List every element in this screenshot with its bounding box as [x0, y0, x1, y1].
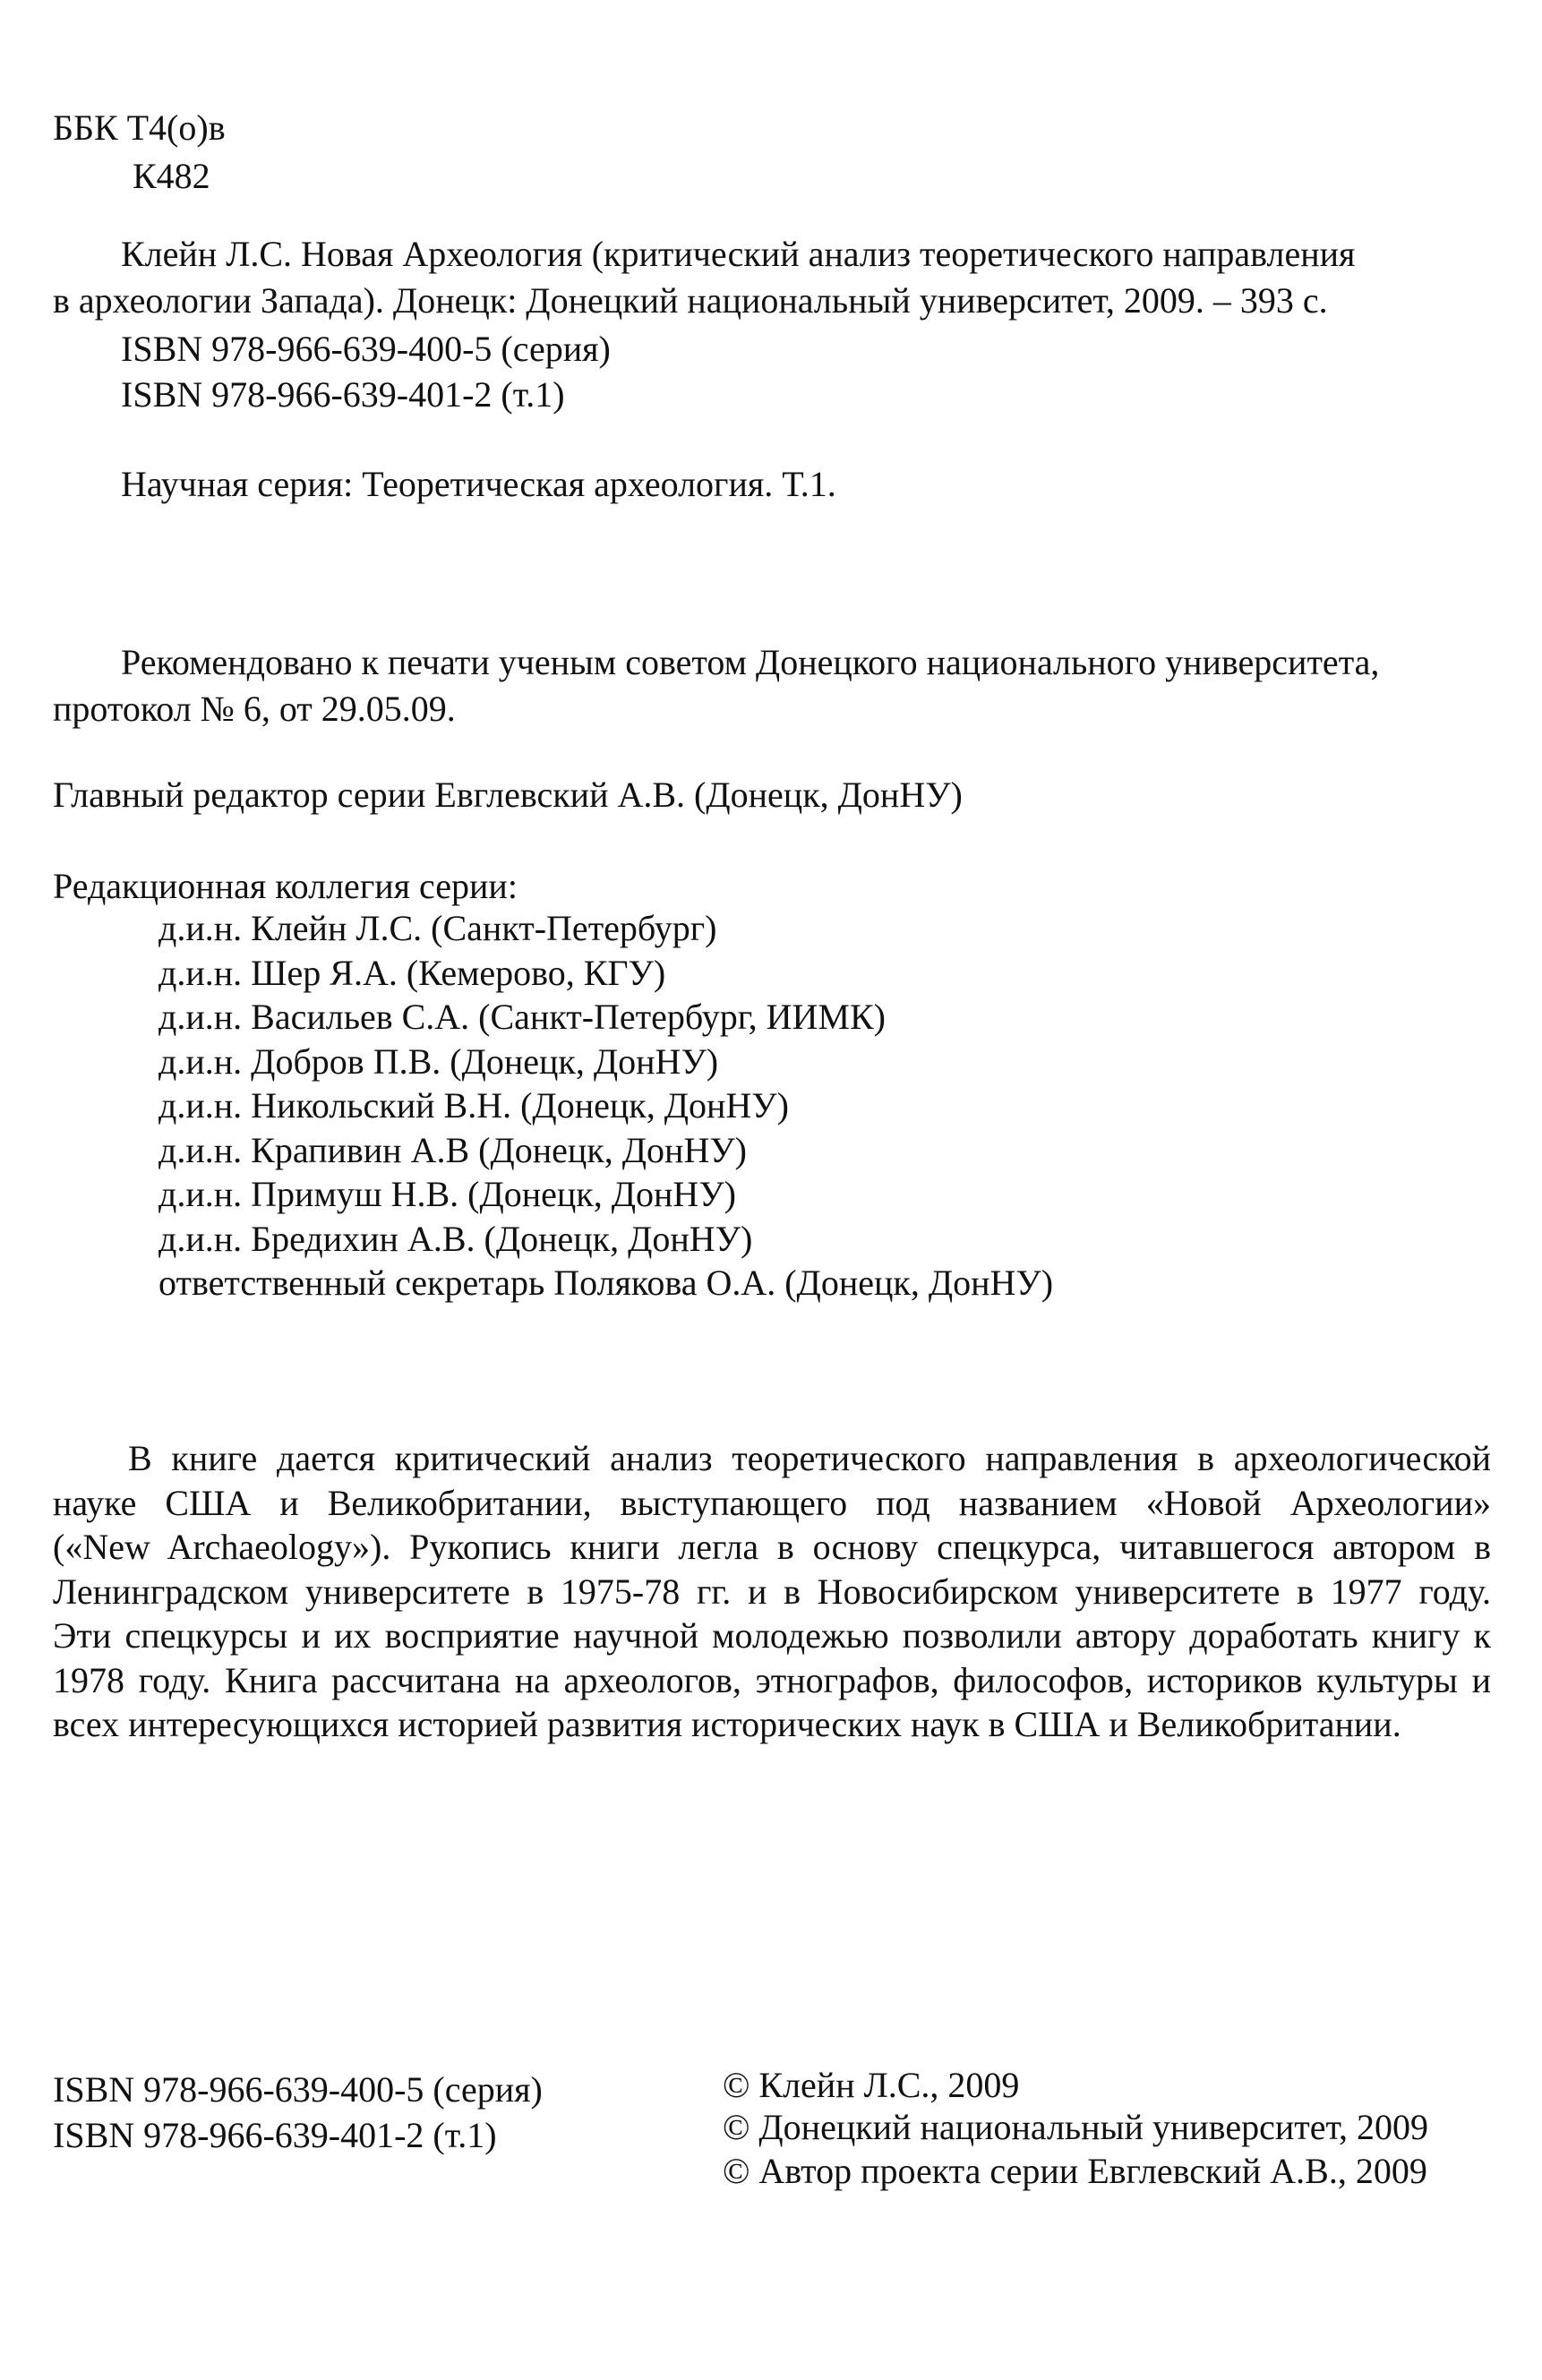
series-note: Научная серия: Теоретическая археология. Т.1.	[121, 464, 836, 504]
copyright-university: © Донецкий национальный университет, 2009	[723, 2107, 1428, 2147]
annotation-line: 1978 году. Книга рассчитана на археологов, этнографов, философов, историков культуры и	[53, 1659, 1491, 1700]
chief-editor: Главный редактор серии Евглевский А.В. (Донецк, ДонНУ)	[53, 775, 963, 815]
annotation-line: всех интересующихся историей развития исторических наук в США и Великобритании.	[53, 1704, 1401, 1744]
recommendation-line-2: протокол № 6, от 29.05.09.	[53, 689, 456, 729]
editorial-board-member: д.и.н. Примуш Н.В. (Донецк, ДонНУ)	[158, 1174, 736, 1214]
annotation-line: В книге дается критический анализ теоретического направления в археологической	[128, 1438, 1491, 1478]
author-mark: К482	[133, 156, 210, 196]
editorial-board-member: д.и.н. Васильев С.А. (Санкт-Петербург, ИИМК)	[158, 997, 886, 1037]
annotation-paragraph	[53, 1436, 1491, 1747]
footer-isbn-volume: ISBN 978-966-639-401-2 (т.1)	[53, 2115, 497, 2155]
editorial-board-member: д.и.н. Шер Я.А. (Кемерово, КГУ)	[158, 953, 666, 993]
copyright-author: © Клейн Л.С., 2009	[723, 2065, 1020, 2105]
annotation-line: Эти спецкурсы и их восприятие научной молодежью позволили автору доработать книгу к	[53, 1615, 1491, 1656]
annotation-line: («New Archaeology»). Рукопись книги легла в основу спецкурса, читавшегося автором в	[53, 1527, 1491, 1567]
footer-isbn-series: ISBN 978-966-639-400-5 (серия)	[53, 2069, 543, 2110]
copyright-series-editor: © Автор проекта серии Евглевский А.В., 2009	[723, 2151, 1427, 2191]
editorial-board-member: д.и.н. Крапивин А.В (Донецк, ДонНУ)	[158, 1130, 747, 1170]
editorial-board-secretary: ответственный секретарь Полякова О.А. (Донецк, ДонНУ)	[158, 1263, 1054, 1303]
editorial-board-member: д.и.н. Бредихин А.В. (Донецк, ДонНУ)	[158, 1219, 753, 1259]
bibliographic-line-2: в археологии Запада). Донецк: Донецкий национальный университет, 2009. – 393 с.	[53, 280, 1328, 321]
editorial-board-member: д.и.н. Клейн Л.С. (Санкт-Петербург)	[158, 908, 717, 948]
bibliographic-line-1: Клейн Л.С. Новая Археология (критический анализ теоретического направления	[121, 234, 1356, 274]
editorial-board-member: д.и.н. Добров П.В. (Донецк, ДонНУ)	[158, 1041, 719, 1082]
bbk-index: ББК Т4(о)в	[53, 107, 226, 148]
annotation-line: науке США и Великобритании, выступающего под названием «Новой Археологии»	[53, 1482, 1491, 1523]
editorial-board-heading: Редакционная коллегия серии:	[53, 866, 518, 906]
editorial-board-member: д.и.н. Никольский В.Н. (Донецк, ДонНУ)	[158, 1085, 789, 1126]
annotation-line: Ленинградском университете в 1975-78 гг. и в Новосибирском университете в 1977 году.	[53, 1571, 1491, 1612]
isbn-volume: ISBN 978-966-639-401-2 (т.1)	[121, 374, 565, 415]
recommendation-line-1: Рекомендовано к печати ученым советом Донецкого национального университета,	[121, 642, 1380, 682]
isbn-series: ISBN 978-966-639-400-5 (серия)	[121, 329, 611, 369]
